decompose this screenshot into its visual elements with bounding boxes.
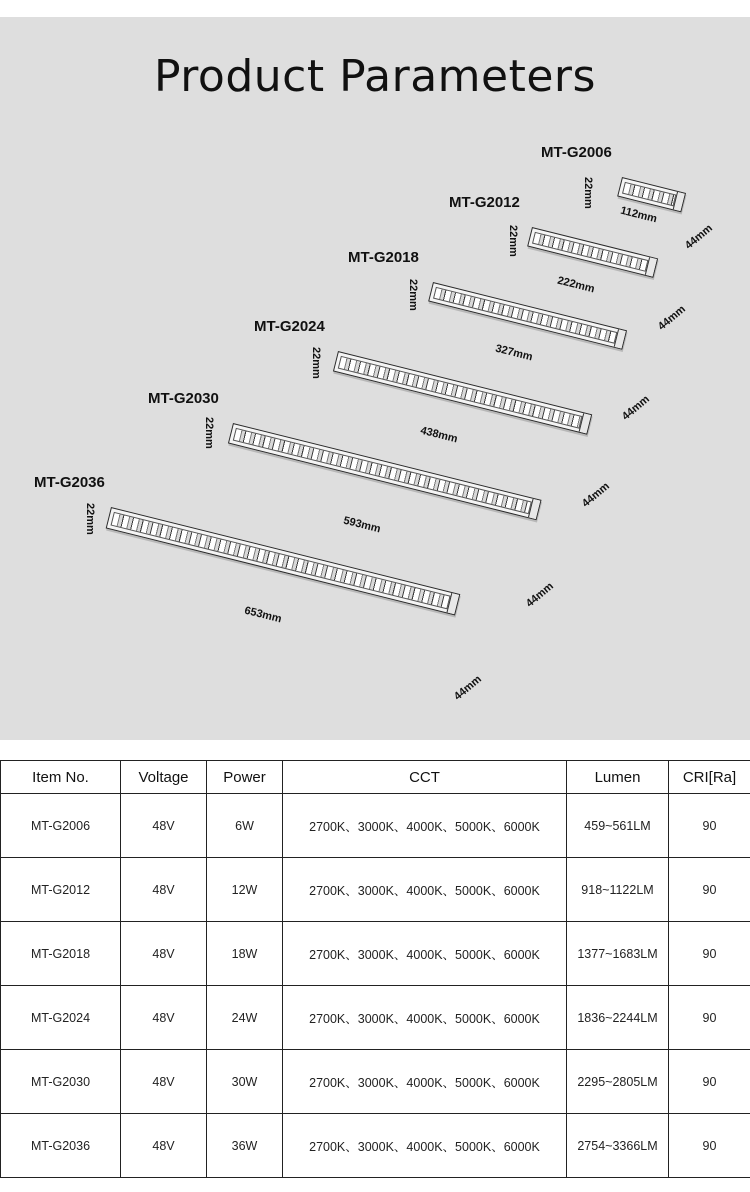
height-label-g2036: 22mm <box>84 503 96 535</box>
table-header-row <box>1 761 750 794</box>
cell-cri: 90 <box>669 858 750 922</box>
cell-cct: 2700K、3000K、4000K、5000K、6000K <box>283 986 567 1050</box>
cell-voltage: 48V <box>121 858 207 922</box>
height-label-g2012: 22mm <box>507 225 519 257</box>
fixture-g2012 <box>527 227 658 278</box>
cell-lumen: 459~561LM <box>567 794 669 858</box>
header-voltage: Voltage <box>121 761 207 794</box>
length-label-g2036: 653mm <box>243 604 283 626</box>
fixture-g2024 <box>333 351 592 435</box>
height-label-g2006: 22mm <box>582 177 594 209</box>
height-label-g2018: 22mm <box>407 279 419 311</box>
table-row <box>1 858 750 922</box>
cell-lumen: 1377~1683LM <box>567 922 669 986</box>
cell-cri: 90 <box>669 986 750 1050</box>
depth-label-g2030: 44mm <box>523 580 556 610</box>
spec-table <box>0 760 750 1178</box>
fixture-led-grid <box>532 232 648 272</box>
cell-item-no: MT-G2006 <box>1 794 121 858</box>
cell-lumen: 918~1122LM <box>567 858 669 922</box>
cell-cct: 2700K、3000K、4000K、5000K、6000K <box>283 922 567 986</box>
spec-table-wrapper <box>0 760 750 1178</box>
table-row <box>1 922 750 986</box>
cell-item-no: MT-G2024 <box>1 986 121 1050</box>
table-row <box>1 1114 750 1178</box>
height-label-g2024: 22mm <box>310 347 322 379</box>
cell-voltage: 48V <box>121 1114 207 1178</box>
length-label-g2018: 327mm <box>494 342 534 364</box>
product-illustration <box>0 17 750 740</box>
cell-lumen: 2754~3366LM <box>567 1114 669 1178</box>
cell-voltage: 48V <box>121 1050 207 1114</box>
cell-item-no: MT-G2030 <box>1 1050 121 1114</box>
fixture-led-grid <box>233 428 532 514</box>
fixture-g2018 <box>428 282 627 350</box>
model-label-g2006: MT-G2006 <box>541 144 612 161</box>
depth-label-g2024: 44mm <box>579 480 612 510</box>
cell-cct: 2700K、3000K、4000K、5000K、6000K <box>283 858 567 922</box>
cell-lumen: 2295~2805LM <box>567 1050 669 1114</box>
cell-cri: 90 <box>669 1050 750 1114</box>
table-row <box>1 986 750 1050</box>
header-cri: CRI[Ra] <box>669 761 750 794</box>
model-label-g2012: MT-G2012 <box>449 194 520 211</box>
cell-item-no: MT-G2018 <box>1 922 121 986</box>
cell-cri: 90 <box>669 794 750 858</box>
cell-voltage: 48V <box>121 794 207 858</box>
cell-voltage: 48V <box>121 986 207 1050</box>
model-label-g2036: MT-G2036 <box>34 474 105 491</box>
cell-item-no: MT-G2036 <box>1 1114 121 1178</box>
cell-lumen: 1836~2244LM <box>567 986 669 1050</box>
length-label-g2024: 438mm <box>419 424 459 446</box>
length-label-g2006: 112mm <box>619 204 659 226</box>
header-item-no: Item No. <box>1 761 121 794</box>
cell-power: 6W <box>207 794 283 858</box>
cell-cri: 90 <box>669 922 750 986</box>
depth-label-g2018: 44mm <box>619 393 652 423</box>
cell-item-no: MT-G2012 <box>1 858 121 922</box>
cell-cct: 2700K、3000K、4000K、5000K、6000K <box>283 1050 567 1114</box>
header-lumen: Lumen <box>567 761 669 794</box>
header-cct: CCT <box>283 761 567 794</box>
fixture-led-grid <box>338 356 583 429</box>
depth-label-g2006: 44mm <box>682 222 715 252</box>
cell-power: 24W <box>207 986 283 1050</box>
fixture-g2030 <box>228 423 542 520</box>
table-row <box>1 1050 750 1114</box>
cell-power: 36W <box>207 1114 283 1178</box>
fixture-led-grid <box>433 287 617 344</box>
fixture-led-grid <box>111 512 451 610</box>
cell-cct: 2700K、3000K、4000K、5000K、6000K <box>283 794 567 858</box>
header-power: Power <box>207 761 283 794</box>
length-label-g2012: 222mm <box>556 274 596 296</box>
cell-power: 30W <box>207 1050 283 1114</box>
model-label-g2018: MT-G2018 <box>348 249 419 266</box>
fixture-led-grid <box>622 182 676 206</box>
model-label-g2024: MT-G2024 <box>254 318 325 335</box>
table-row <box>1 794 750 858</box>
length-label-g2030: 593mm <box>342 514 382 536</box>
depth-label-g2036: 44mm <box>451 673 484 703</box>
cell-power: 18W <box>207 922 283 986</box>
cell-voltage: 48V <box>121 922 207 986</box>
cell-power: 12W <box>207 858 283 922</box>
cell-cct: 2700K、3000K、4000K、5000K、6000K <box>283 1114 567 1178</box>
depth-label-g2012: 44mm <box>655 303 688 333</box>
page-title: Product Parameters <box>154 51 596 102</box>
model-label-g2030: MT-G2030 <box>148 390 219 407</box>
cell-cri: 90 <box>669 1114 750 1178</box>
fixture-g2036 <box>106 507 461 615</box>
height-label-g2030: 22mm <box>203 417 215 449</box>
